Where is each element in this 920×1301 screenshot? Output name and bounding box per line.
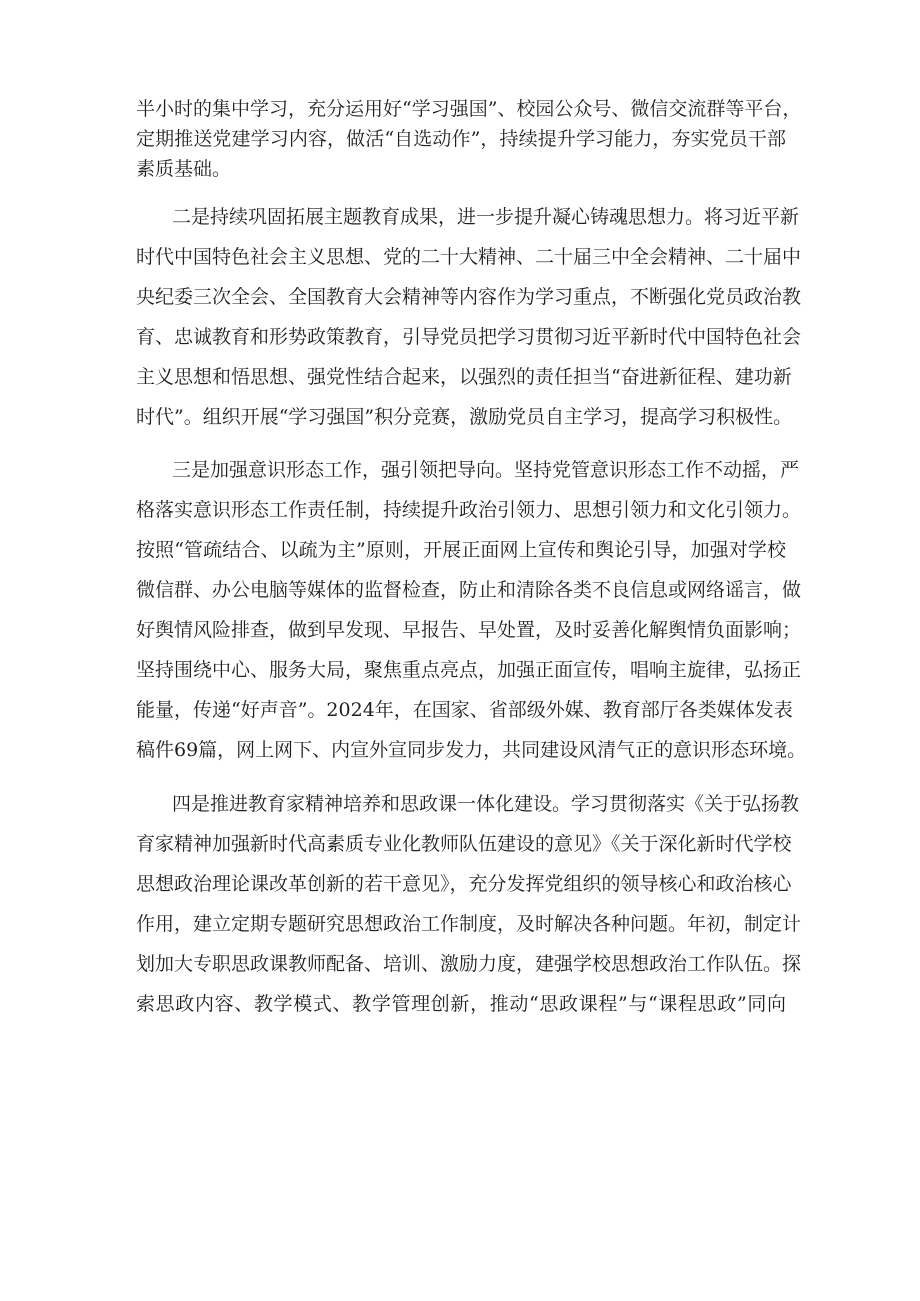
paragraph-line: 四是推进教育家精神培养和思政课一体化建设。学习贯彻落实《关于弘扬教	[172, 793, 800, 815]
paragraph-line: 好舆情风险排查，做到早发现、早报告、早处置，及时妥善化解舆情负面影响；	[136, 619, 802, 641]
paragraph-line: 索思政内容、教学模式、教学管理创新，推动“思政课程”与“课程思政”同向	[136, 993, 786, 1015]
paragraph-line: 格落实意识形态工作责任制，持续提升政治引领力、思想引领力和文化引领力。	[136, 499, 802, 521]
paragraph-line: 划加大专职思政课教师配备、培训、激励力度，建强学校思想政治工作队伍。探	[136, 953, 802, 975]
paragraph-line: 育家精神加强新时代高素质专业化教师队伍建设的意见》《关于深化新时代学校	[136, 833, 792, 855]
paragraph-line: 二是持续巩固拓展主题教育成果，进一步提升凝心铸魂思想力。将习近平新	[172, 206, 800, 228]
paragraph-line: 素质基础。	[136, 158, 232, 180]
paragraph-line: 按照“管疏结合、以疏为主”原则，开展正面网上宣传和舆论引导，加强对学校	[136, 539, 786, 561]
paragraph-line: 作用，建立定期专题研究思想政治工作制度，及时解决各种问题。年初，制定计	[136, 913, 802, 935]
paragraph-line: 三是加强意识形态工作，强引领把导向。坚持党管意识形态工作不动摇，严	[172, 459, 800, 481]
paragraph-line: 能量，传递“好声音”。2024年，在国家、省部级外媒、教育部厅各类媒体发表	[136, 699, 793, 721]
paragraph-line: 主义思想和悟思想、强党性结合起来，以强烈的责任担当“奋进新征程、建功新	[136, 366, 792, 388]
paragraph-line: 定期推送党建学习内容，做活“自选动作”，持续提升学习能力，夯实党员干部	[136, 128, 786, 150]
paragraph-line: 思想政治理论课改革创新的若干意见》，充分发挥党组织的领导核心和政治核心	[136, 873, 792, 895]
paragraph-line: 半小时的集中学习，充分运用好“学习强国”、校园公众号、微信交流群等平台，	[136, 98, 802, 120]
paragraph-line: 坚持围绕中心、服务大局，聚焦重点亮点，加强正面宣传，唱响主旋律，弘扬正	[136, 659, 802, 681]
paragraph-line: 稿件69篇，网上网下、内宣外宣同步发力，共同建设风清气正的意识形态环境。	[136, 739, 807, 761]
paragraph-line: 时代中国特色社会主义思想、党的二十大精神、二十届三中全会精神、二十届中	[136, 246, 802, 268]
paragraph-line: 微信群、办公电脑等媒体的监督检查，防止和清除各类不良信息或网络谣言，做	[136, 579, 802, 601]
paragraph-line: 央纪委三次全会、全国教育大会精神等内容作为学习重点，不断强化党员政治教	[136, 286, 802, 308]
paragraph-line: 时代”。组织开展“学习强国”积分竞赛，激励党员自主学习，提高学习积极性。	[136, 406, 793, 428]
paragraph-line: 育、忠诚教育和形势政策教育，引导党员把学习贯彻习近平新时代中国特色社会	[136, 326, 802, 348]
